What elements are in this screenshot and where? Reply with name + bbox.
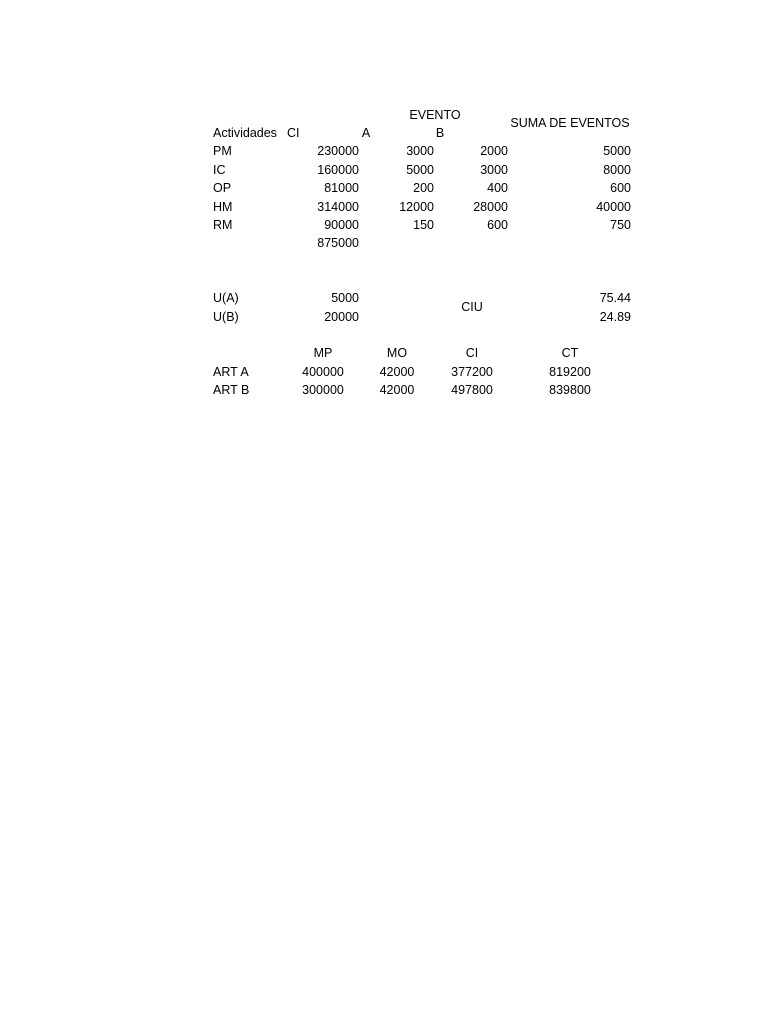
row-op-actividad: OP <box>213 181 232 195</box>
ci-total: 875000 <box>317 236 359 250</box>
row-op-suma: 600 <box>610 181 631 195</box>
row-rm-a: 150 <box>413 218 434 232</box>
row-pm-suma: 5000 <box>603 144 631 158</box>
cost-row-art-b-mp: 300000 <box>302 383 344 397</box>
row-pm-a: 3000 <box>406 144 434 158</box>
units-row-ub-ciu: 24.89 <box>599 310 631 324</box>
units-row-ua-units: 5000 <box>331 291 359 305</box>
units-row-ua-ciu: 75.44 <box>599 291 631 305</box>
units-row-ub-units: 20000 <box>324 310 359 324</box>
row-pm-ci: 230000 <box>317 144 359 158</box>
cost-row-art-b-label: ART B <box>213 383 250 397</box>
row-rm-b: 600 <box>487 218 508 232</box>
row-op-b: 400 <box>487 181 508 195</box>
header-actividades: Actividades <box>213 126 277 140</box>
row-ic-b: 3000 <box>480 163 508 177</box>
cost-row-art-b-ct: 839800 <box>549 383 591 397</box>
row-ic-ci: 160000 <box>317 163 359 177</box>
header-b: B <box>435 126 445 140</box>
row-ic-suma: 8000 <box>603 163 631 177</box>
cost-header-ci: CI <box>465 346 479 360</box>
units-row-ua-label: U(A) <box>213 291 239 305</box>
row-rm-ci: 90000 <box>324 218 359 232</box>
units-row-ub-label: U(B) <box>213 310 239 324</box>
row-ic-actividad: IC <box>213 163 226 177</box>
cost-row-art-b-ci: 497800 <box>451 383 493 397</box>
ciu-label: CIU <box>461 300 483 314</box>
cost-row-art-a-ct: 819200 <box>549 365 591 379</box>
cost-row-art-a-mp: 400000 <box>302 365 344 379</box>
row-ic-a: 5000 <box>406 163 434 177</box>
row-rm-suma: 750 <box>610 218 631 232</box>
cost-header-mp: MP <box>313 346 333 360</box>
row-rm-actividad: RM <box>213 218 233 232</box>
row-hm-b: 28000 <box>473 200 508 214</box>
row-pm-actividad: PM <box>213 144 232 158</box>
header-evento: EVENTO <box>409 108 461 122</box>
cost-row-art-b-mo: 42000 <box>379 383 415 397</box>
row-op-ci: 81000 <box>324 181 359 195</box>
cost-header-ct: CT <box>561 346 579 360</box>
cost-row-art-a-label: ART A <box>213 365 249 379</box>
row-hm-ci: 314000 <box>317 200 359 214</box>
row-hm-a: 12000 <box>399 200 434 214</box>
cost-header-mo: MO <box>386 346 408 360</box>
header-ci: CI <box>287 126 300 140</box>
cost-row-art-a-mo: 42000 <box>379 365 415 379</box>
row-op-a: 200 <box>413 181 434 195</box>
row-pm-b: 2000 <box>480 144 508 158</box>
row-hm-suma: 40000 <box>596 200 631 214</box>
header-a: A <box>361 126 371 140</box>
header-suma-de-eventos: SUMA DE EVENTOS <box>510 116 630 130</box>
cost-row-art-a-ci: 377200 <box>451 365 493 379</box>
row-hm-actividad: HM <box>213 200 233 214</box>
